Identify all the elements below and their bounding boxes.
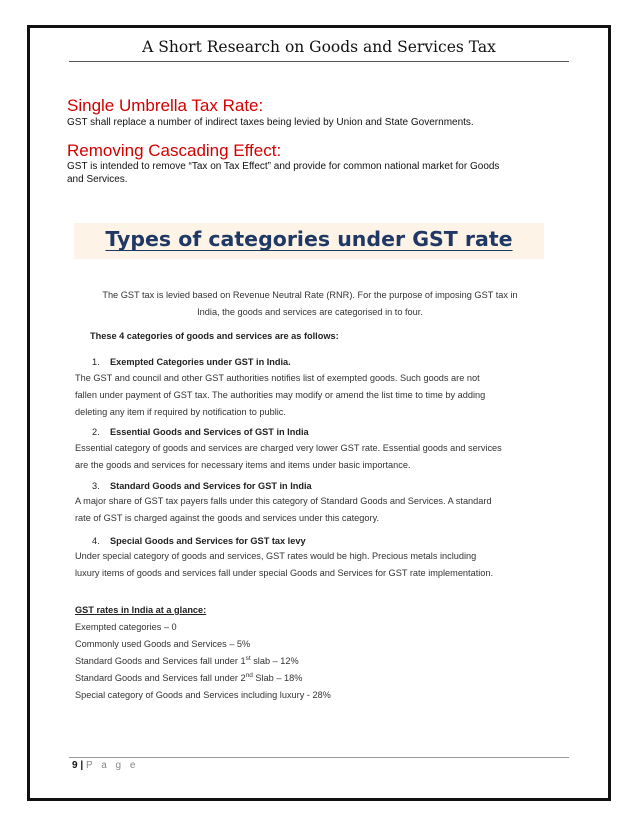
item-line: rate of GST is charged against the goods and services under this category.: [75, 513, 380, 523]
page-header-title: A Short Research on Goods and Services Tax: [142, 38, 496, 56]
item-title-text: Standard Goods and Services for GST in India: [110, 481, 312, 491]
glance-line: [75, 670, 555, 687]
item-body: [75, 440, 550, 474]
item-body: [75, 370, 550, 421]
glance-text: Standard Goods and Services fall under 2: [75, 673, 246, 683]
item-number: 1.: [92, 357, 100, 367]
item-line: are the goods and services for necessary items and items under basic importance.: [75, 460, 411, 470]
intro-line: India, the goods and services are categorised in to four.: [197, 307, 423, 317]
item-title-text: Special Goods and Services for GST tax levy: [110, 536, 306, 546]
item-body: [75, 493, 550, 527]
glance-title: GST rates in India at a glance:: [75, 605, 207, 615]
item-number: 4.: [92, 536, 100, 546]
heading-single-umbrella: Single Umbrella Tax Rate:: [67, 96, 264, 115]
footer-rule: [69, 757, 569, 758]
paragraph-removing-cascading: [67, 160, 537, 186]
glance-text: slab – 12%: [250, 656, 299, 666]
item-number: 3.: [92, 481, 100, 491]
item-title: [92, 354, 291, 371]
item-line: luxury items of goods and services fall under special Goods and Services for GST rate implementation.: [75, 568, 494, 578]
lead-text: These 4 categories of goods and services are as follows:: [90, 331, 339, 341]
heading-removing-cascading: Removing Cascading Effect:: [67, 141, 282, 160]
item-title: [92, 424, 309, 441]
glance-text: Slab – 18%: [252, 673, 303, 683]
item-line: deleting any item if required by notification to public.: [75, 407, 286, 417]
item-line: fallen under payment of GST tax. The authorities may modify or amend the list time to time by adding: [75, 390, 486, 400]
footer-separator: |: [80, 760, 84, 771]
item-line: A major share of GST tax payers falls under this category of Standard Goods and Services. A standard: [75, 496, 492, 506]
glance-line: Commonly used Goods and Services – 5%: [75, 639, 251, 649]
page-label: P a g e: [85, 760, 139, 771]
paragraph-line: GST is intended to remove “Tax on Tax Effect” and provide for common national market for Goods: [67, 161, 500, 172]
intro-paragraph: [70, 287, 550, 321]
rates-at-a-glance: [75, 602, 555, 704]
item-line: The GST and council and other GST authorities notifies list of exempted goods. Such goods are not: [75, 373, 480, 383]
glance-text: Standard Goods and Services fall under 1: [75, 656, 246, 666]
section-banner: [74, 223, 544, 259]
paragraph-line: and Services.: [67, 174, 128, 185]
item-number: 2.: [92, 427, 100, 437]
item-line: Essential category of goods and services are charged very lower GST rate. Essential goods and services: [75, 443, 502, 453]
glance-line: Special category of Goods and Services including luxury - 28%: [75, 690, 331, 700]
ordinal-suffix: st: [245, 654, 251, 662]
page-footer: [72, 760, 138, 771]
header-rule: [69, 61, 569, 62]
glance-line: [75, 653, 555, 670]
section-title: Types of categories under GST rate: [105, 227, 513, 251]
item-title-text: Essential Goods and Services of GST in India: [110, 427, 309, 437]
item-title-text: Exempted Categories under GST in India.: [110, 357, 291, 367]
ordinal-suffix: nd: [245, 671, 253, 679]
paragraph-single-umbrella: GST shall replace a number of indirect taxes being levied by Union and State Governments.: [67, 117, 474, 128]
page-number: 9: [72, 760, 78, 771]
item-body: [75, 548, 550, 582]
item-line: Under special category of goods and services, GST rates would be high. Precious metals including: [75, 551, 477, 561]
intro-line: The GST tax is levied based on Revenue Neutral Rate (RNR). For the purpose of imposing GST tax in: [102, 290, 518, 300]
glance-line: Exempted categories – 0: [75, 622, 177, 632]
